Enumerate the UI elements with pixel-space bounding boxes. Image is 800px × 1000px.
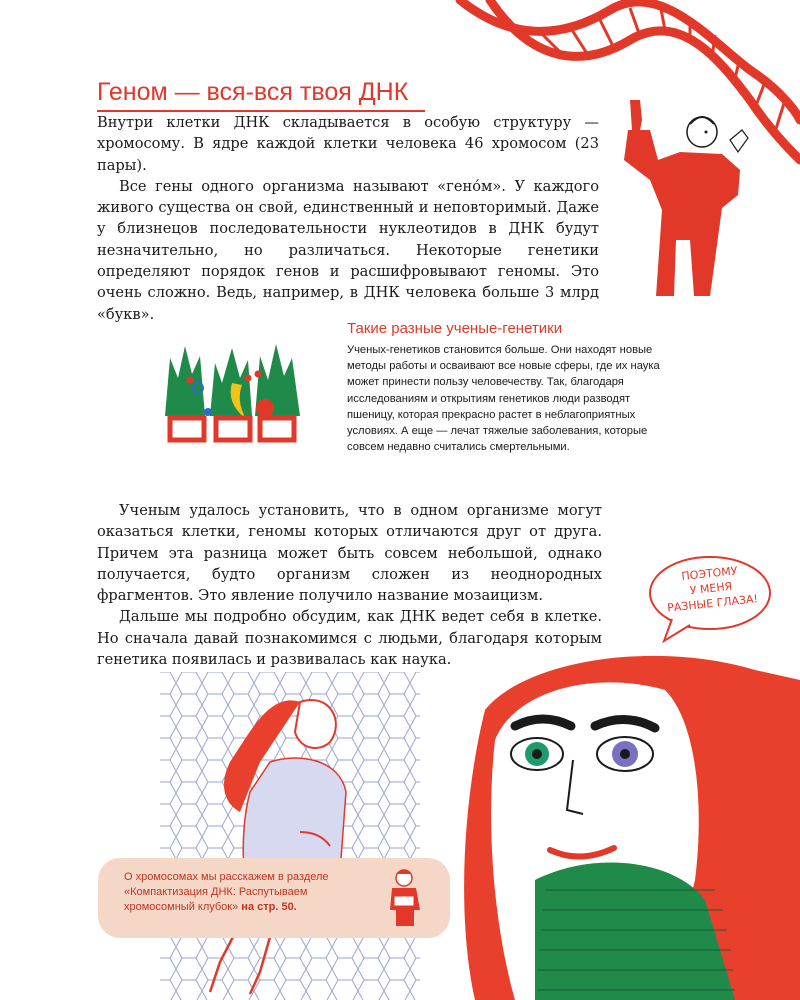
mosaic-woman-illustration: [150, 672, 430, 1000]
speech-line-2: У МЕНЯ: [689, 579, 733, 598]
intro-paragraph-1: Внутри клетки ДНК складывается в особую структуру — хромосому. В ядре каждой клетки человека 46 хромосом (23 пары).: [97, 114, 599, 174]
speech-line-3: РАЗНЫЕ ГЛАЗА!: [666, 592, 759, 615]
mosaicism-paragraph-1: Ученым удалось установить, что в одном организме могут оказаться клетки, геномы которых отличаются друг от друга. Причем эта разница может быть совсем небольшой, однако получается, будто организм сложен из неоднородных фрагментов. Это явление получило название мозаицизм.: [97, 502, 602, 605]
sidebar-text: Ученых-генетиков становится больше. Они находят новые методы работы и осваивают все новые сферы, где их наука может принести пользу человечеству. Так, благодаря исследованиям и открытиям генетиков люди разводят пшеницу, которая прекрасно растет в неблагоприятных условиях. А еще — лечат тяжелые заболевания, которые совсем недавно считались смертельными.: [347, 344, 660, 454]
page-reference-link[interactable]: на стр. 50.: [241, 901, 297, 913]
cross-reference-text: [124, 870, 376, 915]
scientist-man-illustration: [610, 90, 760, 300]
girl-portrait-illustration: [455, 650, 800, 1000]
intro-text: [97, 112, 599, 325]
page-title: Геном — вся-вся твоя ДНК: [97, 78, 409, 106]
plants-illustration: [160, 338, 310, 450]
mosaicism-text: [97, 500, 602, 670]
mosaicism-paragraph-2: Дальше мы подробно обсудим, как ДНК ведет себя в клетке. Но сначала давай познакомимся с людьми, благодаря которым генетика появилась и развивалась как наука.: [97, 608, 602, 669]
reading-man-icon: [382, 866, 432, 928]
intro-paragraph-2: Все гены одного организма называют «гено́м». У каждого живого существа он свой, единственный и неповторимый. Даже у близнецов последовательности нуклеотидов в ДНК будут незначительно, но различаться. Некоторые генетики определяют порядок генов и расшифровывают геномы. Это очень сложно. Ведь, например, в ДНК человека больше 3 млрд «букв».: [97, 177, 599, 323]
note-text: О хромосомах мы расскажем в разделе «Компактизация ДНК: Распутываем хромосомный клубок»: [124, 871, 329, 913]
speech-line-1: ПОЭТОМУ: [680, 564, 739, 583]
sidebar-title: Такие разные ученые-генетики: [347, 320, 563, 337]
